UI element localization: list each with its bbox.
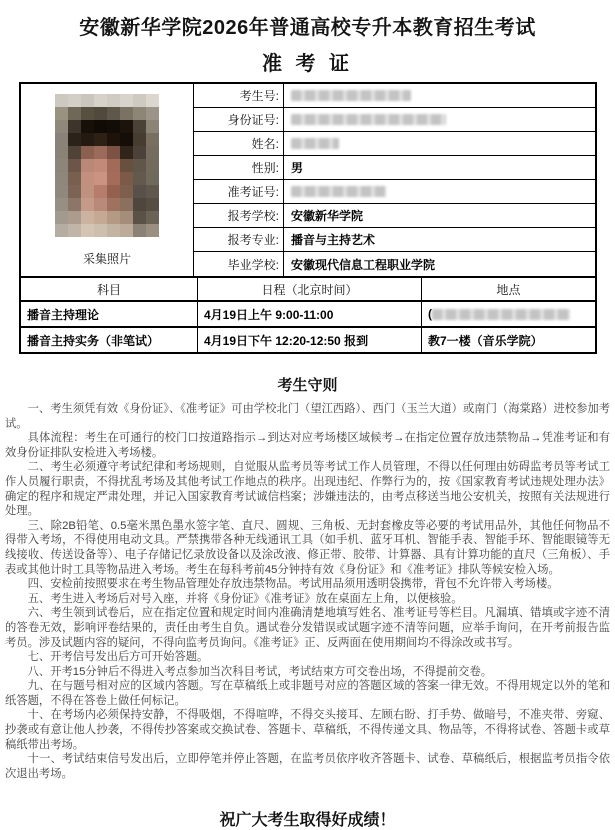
photo-pixel: [55, 107, 68, 120]
photo-pixel: [94, 94, 107, 107]
photo-pixel: [133, 120, 146, 133]
photo-pixel: [55, 224, 68, 237]
photo-pixel: [133, 133, 146, 146]
photo-pixel: [107, 185, 120, 198]
schedule-header: 科目: [21, 278, 198, 300]
photo-pixel: [107, 133, 120, 146]
field-label: 姓名:: [194, 132, 284, 156]
photo-pixel: [94, 133, 107, 146]
photo-pixel: [81, 107, 94, 120]
photo-pixel: [94, 146, 107, 159]
schedule-header: 日程（北京时间）: [198, 278, 422, 300]
photo-pixel: [68, 133, 81, 146]
photo-pixel: [146, 120, 159, 133]
photo-pixel: [120, 94, 133, 107]
rule-paragraph: 四、安检前按照要求在考生物品管理处存放违禁物品。考试用品须用透明袋携带，背包不允许带入考场楼。: [27, 578, 559, 591]
redacted-value: [432, 309, 570, 320]
photo-pixel: [55, 185, 68, 198]
photo-pixel: [146, 172, 159, 185]
photo-pixel: [107, 211, 120, 224]
photo-pixel: [133, 172, 146, 185]
photo-pixel: [146, 224, 159, 237]
photo-pixel: [94, 185, 107, 198]
photo-pixel: [94, 224, 107, 237]
ticket-table: [19, 82, 597, 354]
field-label: 身份证号:: [194, 108, 284, 132]
rule-paragraph: 八、开考15分钟后不得进入考点参加当次科目考试，考试结束方可交卷出场，不得提前交卷。: [27, 665, 493, 678]
photo-pixel: [120, 159, 133, 172]
photo-pixel: [133, 211, 146, 224]
field-value: 安徽新华学院: [284, 204, 595, 228]
photo-pixel: [81, 146, 94, 159]
field-value: 安徽现代信息工程职业学院: [291, 257, 436, 272]
photo-pixel: [146, 94, 159, 107]
photo-pixel: [146, 198, 159, 211]
photo-pixel: [68, 94, 81, 107]
photo-pixel: [133, 107, 146, 120]
photo-pixel: [81, 185, 94, 198]
page-subtitle: 准 考 证: [261, 53, 354, 75]
photo-pixel: [107, 224, 120, 237]
photo-pixel: [55, 120, 68, 133]
field-label: 考生号:: [194, 84, 284, 108]
photo-pixel: [68, 198, 81, 211]
photo-pixel: [133, 94, 146, 107]
photo-pixel: [55, 211, 68, 224]
photo-pixel: [55, 172, 68, 185]
photo-pixel: [120, 133, 133, 146]
photo-pixel: [94, 198, 107, 211]
photo-pixel: [81, 198, 94, 211]
schedule-subject: 播音主持理论: [21, 302, 198, 326]
photo-pixel: [94, 211, 107, 224]
photo-cell: [21, 84, 194, 276]
photo-pixel: [107, 159, 120, 172]
rule-paragraph: 一、考生须凭有效《身份证》、《准考证》可由学校北门（望江西路）、西门（玉兰大道）或南门（海棠路）进校参加考试。: [5, 403, 610, 430]
photo-pixel: [133, 146, 146, 159]
photo-pixel: [94, 120, 107, 133]
photo-pixel: [81, 224, 94, 237]
photo-pixel: [68, 146, 81, 159]
schedule-header-row: [21, 278, 595, 300]
candidate-photo: [55, 94, 159, 237]
rules-text: [5, 402, 610, 781]
photo-pixel: [55, 133, 68, 146]
photo-pixel: [68, 185, 81, 198]
photo-pixel: [133, 224, 146, 237]
photo-pixel: [107, 120, 120, 133]
field-value: [284, 108, 595, 132]
photo-pixel: [146, 159, 159, 172]
schedule-subject: 播音主持实务（非笔试）: [21, 328, 198, 352]
rules-heading: 考生守则: [277, 377, 338, 394]
photo-pixel: [107, 146, 120, 159]
field-label: 报考专业:: [194, 228, 284, 252]
photo-pixel: [55, 198, 68, 211]
photo-pixel: [81, 133, 94, 146]
field-label: 报考学校:: [194, 204, 284, 228]
photo-pixel: [81, 211, 94, 224]
photo-pixel: [55, 94, 68, 107]
rule-paragraph: 六、考生领到试卷后，应在指定位置和规定时间内准确清楚地填写姓名、准考证号等栏目。凡漏填、错填或字迹不清的答卷无效，影响评卷结果的，责任由考生自负。遇试卷分发错误或试题字迹不清等问题，应举手询问，在开考前报告监考员。涉及试题内容的疑问，不得向监考员询问。《准考证》正、反两面在使用期间均不得涂改或书写。: [5, 607, 610, 649]
schedule-header: 地点: [496, 282, 521, 297]
field-value: [284, 132, 595, 156]
field-value: 男: [284, 156, 595, 180]
field-value: 播音与主持艺术: [284, 228, 595, 252]
candidate-info-table: [21, 84, 595, 276]
schedule-location: 教7一楼（音乐学院）: [428, 333, 543, 348]
field-label: 性别:: [194, 156, 284, 180]
schedule-time: 4月19日下午 12:20-12:50 报到: [198, 328, 422, 352]
photo-pixel: [133, 198, 146, 211]
redacted-value: [291, 138, 339, 149]
rule-paragraph: 九、在与题号相对应的区域内答题。写在草稿纸上或非题号对应的答题区域的答案一律无效。不得用规定以外的笔和纸答题，不得在答卷上做任何标记。: [5, 680, 610, 707]
photo-pixel: [107, 172, 120, 185]
rule-paragraph: 二、考生必须遵守考试纪律和考场规则，自觉服从监考员等考试工作人员管理，不得以任何理由妨碍监考员等考试工作人员履行职责，不得扰乱考场及其他考试工作地点的秩序。出现违纪、作弊行为的，按《国家教育考试违规处理办法》确定的程序和规定严肃处理，并记入国家教育考试诚信档案；涉嫌违法的，由考点移送当地公安机关，按照有关法规进行处理。: [5, 461, 610, 518]
redacted-value: [291, 114, 446, 125]
photo-pixel: [120, 185, 133, 198]
photo-pixel: [68, 172, 81, 185]
schedule-time: 4月19日上午 9:00-11:00: [198, 302, 422, 326]
photo-pixel: [133, 159, 146, 172]
photo-pixel: [81, 172, 94, 185]
rule-paragraph: 三、除2B铅笔、0.5毫米黑色墨水签字笔、直尺、圆规、三角板、无封套橡皮等必要的考试用品外，其他任何物品不得带入考场，不得使用电动文具。严禁携带各种无线通讯工具（如手机、蓝牙耳机、智能手表、智能手环、智能眼镜等无线接收、传送设备等）、电子存储记忆录放设备以及涂改液、修正带、胶带、计算器、具有计算功能的直尺（三角板）、手表或其他计时工具等物品进入考场。考生在每科考前45分钟持有效《身份证》和《准考证》排队等候安检入场。: [5, 519, 610, 576]
photo-pixel: [146, 146, 159, 159]
photo-pixel: [81, 120, 94, 133]
photo-pixel: [120, 211, 133, 224]
photo-pixel: [107, 94, 120, 107]
redacted-value: [291, 90, 411, 101]
field-value: [284, 180, 595, 204]
photo-pixel: [120, 198, 133, 211]
photo-pixel: [133, 185, 146, 198]
photo-pixel: [120, 146, 133, 159]
photo-pixel: [81, 94, 94, 107]
closing-message: 祝广大考生取得好成绩！: [219, 812, 396, 830]
photo-pixel: [107, 198, 120, 211]
photo-pixel: [146, 133, 159, 146]
photo-pixel: [68, 107, 81, 120]
field-value: [284, 84, 595, 108]
schedule-location: [422, 302, 595, 326]
rule-paragraph: 具体流程：考生在可通行的校门口按道路指示→到达对应考场楼区域候考→在指定位置存放违禁物品→凭准考证和有效身份证排队安检进入考场楼。: [5, 432, 610, 459]
redacted-value: [291, 186, 386, 197]
exam-schedule-table: [21, 276, 595, 352]
photo-pixel: [120, 120, 133, 133]
photo-pixel: [94, 172, 107, 185]
photo-pixel: [120, 172, 133, 185]
photo-pixel: [107, 107, 120, 120]
field-label: 准考证号:: [194, 180, 284, 204]
photo-pixel: [55, 159, 68, 172]
photo-pixel: [94, 159, 107, 172]
photo-pixel: [55, 146, 68, 159]
photo-caption: 采集照片: [82, 252, 131, 266]
rule-paragraph: 五、考生进入考场后对号入座，并将《身份证》《准考证》放在桌面左上角，以便核验。: [27, 592, 463, 605]
admission-ticket-page: [0, 11, 615, 830]
photo-pixel: [68, 120, 81, 133]
photo-pixel: [146, 211, 159, 224]
photo-pixel: [146, 185, 159, 198]
rule-paragraph: 十一、考试结束信号发出后，立即停笔并停止答题，在监考员依序收齐答题卡、试卷、草稿纸后，根据监考员指令依次退出考场。: [5, 753, 610, 780]
photo-pixel: [68, 159, 81, 172]
photo-pixel: [68, 211, 81, 224]
rule-paragraph: 七、开考信号发出后方可开始答题。: [27, 651, 209, 664]
rule-paragraph: 十、在考场内必须保持安静，不得吸烟，不得喧哗，不得交头接耳、左顾右盼、打手势、做暗号，不准夹带、旁窥、抄袭或有意让他人抄袭，不得传抄答案或交换试卷、答题卡、草稿纸，不得传递文具、物品等，不得将试卷、答题卡或草稿纸带出考场。: [5, 709, 610, 751]
photo-pixel: [68, 224, 81, 237]
photo-pixel: [81, 159, 94, 172]
schedule-row: [21, 326, 595, 352]
photo-pixel: [120, 107, 133, 120]
photo-pixel: [120, 224, 133, 237]
field-label: 毕业学校:: [194, 252, 284, 276]
photo-pixel: [146, 107, 159, 120]
page-title: 安徽新华学院2026年普通高校专升本教育招生考试: [79, 17, 536, 39]
schedule-row: [21, 300, 595, 326]
location-prefix: (: [428, 307, 432, 321]
photo-pixel: [94, 107, 107, 120]
